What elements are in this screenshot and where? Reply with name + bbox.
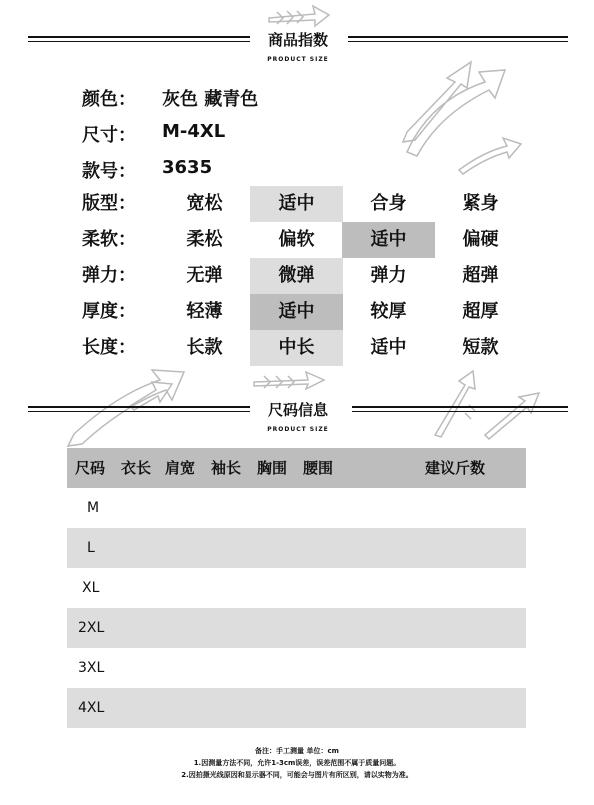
section-title-product: 商品指数 [267, 31, 328, 49]
attribute-option: 合身 [370, 193, 407, 214]
section-subtitle-product: PRODUCT SIZE [267, 56, 329, 63]
table-row [67, 648, 526, 688]
style-number-label: 款号： [82, 161, 136, 182]
attribute-option-selected: 微弹 [250, 258, 343, 294]
attribute-option: 较厚 [370, 301, 407, 322]
attribute-label-fit: 版型： [82, 193, 136, 214]
attribute-option: 偏软 [278, 229, 315, 250]
size-cell: 3XL [78, 660, 105, 676]
table-row [67, 688, 526, 728]
attribute-option-selected: 适中 [342, 222, 435, 258]
attribute-option: 轻薄 [186, 301, 223, 322]
column-header-weight: 建议斤数 [425, 459, 486, 477]
attribute-label-thickness: 厚度： [82, 301, 136, 322]
column-header-chest: 胸围 [257, 459, 288, 477]
size-cell: 2XL [78, 620, 105, 636]
attribute-option-selected: 中长 [250, 330, 343, 366]
section-title-size: 尺码信息 [267, 401, 328, 419]
style-number-value: 3635 [162, 157, 213, 178]
column-header-sleeve: 袖长 [211, 459, 242, 477]
arrow-doodle-icon [455, 132, 525, 177]
attribute-option: 适中 [370, 337, 407, 358]
attribute-option-selected: 适中 [250, 186, 343, 222]
note-measurement: 备注：手工测量 单位：cm [255, 747, 339, 755]
section-subtitle-size: PRODUCT SIZE [267, 426, 329, 433]
column-header-waist: 腰围 [303, 459, 334, 477]
arrow-doodle-icon [265, 2, 335, 32]
attribute-label-softness: 柔软： [82, 229, 136, 250]
attribute-option: 无弹 [186, 265, 223, 286]
attribute-option-selected: 适中 [250, 294, 343, 330]
arrow-doodle-icon [60, 360, 200, 450]
note-color-difference: 2.因拍摄光线原因和显示器不同，可能会与图片有所区别，请以实物为准。 [181, 771, 413, 779]
attribute-label-elasticity: 弹力： [82, 265, 136, 286]
attribute-option: 紧身 [462, 193, 499, 214]
arrow-doodle-icon [250, 368, 330, 393]
color-value: 灰色 藏青色 [162, 89, 259, 110]
table-row [67, 568, 526, 608]
size-label: 尺寸： [82, 125, 136, 146]
color-label: 颜色： [82, 89, 136, 110]
column-header-shoulder: 肩宽 [165, 459, 196, 477]
size-cell: 4XL [78, 700, 105, 716]
table-row [67, 488, 526, 528]
attribute-option: 超弹 [462, 265, 499, 286]
attribute-option: 弹力 [370, 265, 407, 286]
attribute-option: 短款 [462, 337, 499, 358]
column-header-length: 衣长 [121, 459, 152, 477]
note-tolerance: 1.因测量方法不同，允许1-3cm误差，误差范围不属于质量问题。 [193, 759, 401, 767]
attribute-option: 超厚 [462, 301, 499, 322]
attribute-label-length: 长度： [82, 337, 136, 358]
attribute-option: 宽松 [186, 193, 223, 214]
size-value: M-4XL [162, 121, 226, 142]
attribute-option: 柔松 [186, 229, 223, 250]
attribute-option: 偏硬 [462, 229, 499, 250]
size-cell: M [87, 500, 100, 516]
size-cell: L [87, 540, 95, 556]
table-row [67, 608, 526, 648]
size-table-header [67, 448, 526, 488]
size-cell: XL [82, 580, 100, 596]
column-header-size: 尺码 [75, 459, 106, 477]
table-row [67, 528, 526, 568]
attribute-option: 长款 [186, 337, 223, 358]
arrow-doodle-icon [425, 365, 555, 445]
